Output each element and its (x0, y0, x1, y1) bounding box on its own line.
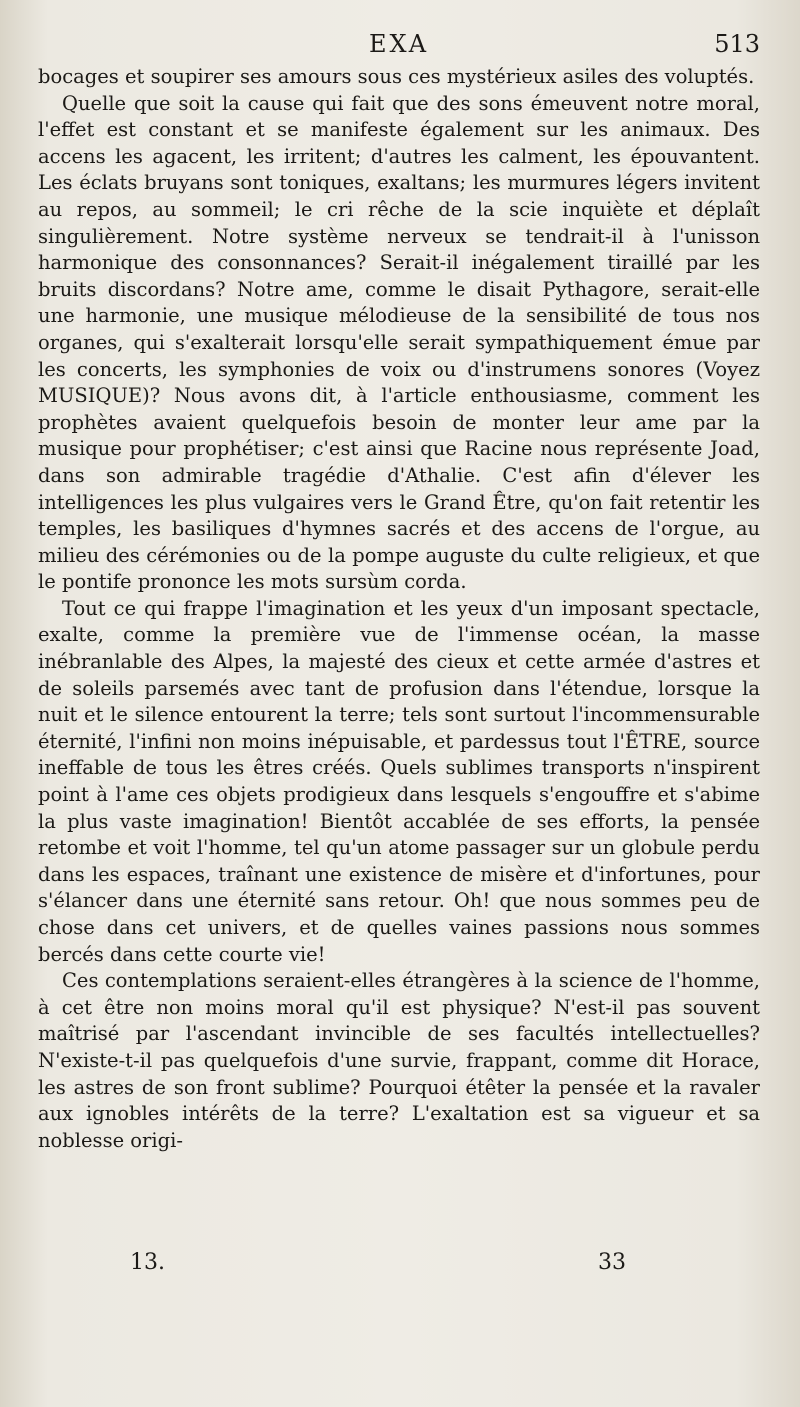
page-number: 513 (714, 30, 760, 58)
volume-signature: 13. (130, 1250, 165, 1275)
page-footer (38, 1250, 760, 1280)
paragraph: Tout ce qui frappe l'imagination et les yeux d'un imposant spectacle, exalte, comme la première vue de l'immense océan, la masse inébranlable des Alpes, la majesté des cieux et cette armée d'astres et de soleils parsemés avec tant de profusion dans l'étendue, lorsque la nuit et le silence entourent la terre; tels sont surtout l'incommensurable éternité, l'infini non moins inépuisable, et pardessus tout l'ÊTRE, source ineffable de tous les êtres créés. Quels sublimes transports n'inspirent point à l'ame ces objets prodigieux dans lesquels s'engouffre et s'abime la plus vaste imagination! Bientôt accablée de ses efforts, la pensée retombe et voit l'homme, tel qu'un atome passager sur un globule perdu dans les espaces, traînant une existence de misère et d'infortunes, pour s'élancer dans une éternité sans retour. Oh! que nous sommes peu de chose dans cet univers, et de quelles vaines passions nous sommes bercés dans cette courte vie! (38, 596, 760, 966)
paragraph-continued: bocages et soupirer ses amours sous ces mystérieux asiles des voluptés. (38, 65, 755, 88)
body-text (38, 64, 760, 1154)
running-head: EXA (368, 30, 430, 58)
page-header (38, 30, 760, 60)
paragraph: Ces contemplations seraient-elles étrangères à la science de l'homme, à cet être non moins moral qu'il est physique? N'est-il pas souvent maîtrisé par l'ascendant invincible de ses facultés intellectuelles? N'existe-t-il pas quelquefois d'une survie, frappant, comme dit Horace, les astres de son front sublime? Pourquoi étêter la pensée et la ravaler aux ignobles intérêts de la terre? L'exaltation est sa vigueur et sa noblesse origi- (38, 969, 760, 1152)
paragraph: Quelle que soit la cause qui fait que des sons émeuvent notre moral, l'effet est constant et se manifeste également sur les animaux. Des accens les agacent, les irritent; d'autres les calment, les épouvantent. Les éclats bruyans sont toniques, exaltans; les murmures légers invitent au repos, au sommeil; le cri rêche de la scie inquiète et déplaît singulièrement. Notre système nerveux se tendrait-il à l'unisson harmonique des consonnances? Serait-il inégalement tiraillé par les bruits discordans? Notre ame, comme le disait Pythagore, serait-elle une harmonie, une musique mélodieuse de la sensibilité de tous nos organes, qui s'exalterait lorsqu'elle serait sympathiquement émue par les concerts, les symphonies de voix ou d'instrumens sonores (Voyez MUSIQUE)? Nous avons dit, à l'article enthousiasme, comment les prophètes avaient quelquefois besoin de monter leur ame par la musique pour prophétiser; c'est ainsi que Racine nous représente Joad, dans son admirable tragédie d'Athalie. C'est afin d'élever les intelligences les plus vulgaires vers le Grand Être, qu'on fait retentir les temples, les basiliques d'hymnes sacrés et des accens de l'orgue, au milieu des cérémonies ou de la pompe auguste du culte religieux, et que le pontife prononce les mots sursùm corda. (38, 91, 760, 594)
sheet-signature: 33 (598, 1250, 626, 1275)
